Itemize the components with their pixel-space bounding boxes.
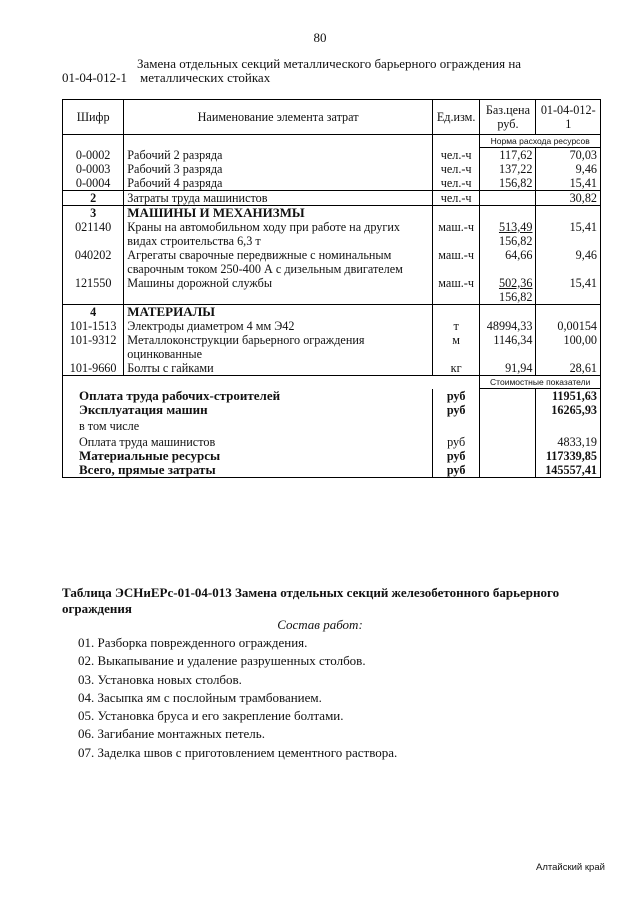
cost-name: Всего, прямые затраты xyxy=(63,463,433,478)
cost-label-row xyxy=(63,376,601,389)
row-price: 137,22 xyxy=(480,162,536,176)
row-code: 0-0002 xyxy=(63,148,124,163)
row-value: 30,82 xyxy=(536,191,601,206)
list-item: 01. Разборка поврежденного ограждения. xyxy=(78,635,308,650)
cost-row xyxy=(63,463,601,478)
table-row xyxy=(63,361,601,376)
row-price: 513,49 156,82 xyxy=(480,220,536,248)
row-unit: маш.-ч xyxy=(432,248,480,276)
row-code: 101-1513 xyxy=(63,319,124,333)
table-row xyxy=(63,191,601,206)
row-value: 0,00154 xyxy=(536,319,601,333)
row-value: 70,03 xyxy=(536,148,601,163)
header-norm-code: 01-04-012-1 xyxy=(536,100,601,135)
table-row xyxy=(63,276,601,305)
row-unit: чел.-ч xyxy=(432,162,480,176)
norm-label: Норма расхода ресурсов xyxy=(480,135,601,148)
list-item: 02. Выкапывание и удаление разрушенных столбов. xyxy=(78,653,366,669)
row-unit: маш.-ч xyxy=(432,276,480,305)
cost-unit: руб xyxy=(432,389,480,404)
row-unit: чел.-ч xyxy=(432,148,480,163)
list-item: 06. Загибание монтажных петель. xyxy=(78,726,265,742)
norm-label-row xyxy=(63,135,601,148)
cost-unit: руб xyxy=(432,435,480,449)
cost-name: Оплата труда машинистов xyxy=(63,435,433,449)
row-name: Болты с гайками xyxy=(124,361,433,376)
table-row xyxy=(63,148,601,163)
table-row xyxy=(63,319,601,333)
row-name: Машины дорожной службы xyxy=(124,276,433,305)
cost-value: 117339,85 xyxy=(536,449,601,463)
works-list xyxy=(78,634,397,762)
row-code: 101-9660 xyxy=(63,361,124,376)
row-name: Электроды диаметром 4 мм Э42 xyxy=(124,319,433,333)
cost-row xyxy=(63,417,601,435)
table-header-row xyxy=(63,100,601,135)
list-item: 07. Заделка швов с приготовлением цементного раствора. xyxy=(78,744,398,760)
row-code: 021140 xyxy=(63,220,124,248)
table-caption-line2: металлических стойках xyxy=(140,70,271,85)
row-value: 15,41 xyxy=(536,176,601,191)
row-price: 1146,34 xyxy=(480,333,536,361)
row-unit: маш.-ч xyxy=(432,220,480,248)
row-name: Агрегаты сварочные передвижные с номинальным сварочным током 250-400 А с дизельным двигателем xyxy=(124,248,433,276)
section-row xyxy=(63,305,601,320)
cost-value: 145557,41 xyxy=(536,463,601,478)
cost-row xyxy=(63,403,601,417)
row-code: 0-0004 xyxy=(63,176,124,191)
cost-name: Материальные ресурсы xyxy=(63,449,433,463)
cost-row xyxy=(63,449,601,463)
works-label: Состав работ: xyxy=(277,617,363,632)
row-name: Краны на автомобильном ходу при работе на других видах строительства 6,3 т xyxy=(124,220,433,248)
section-title: МАШИНЫ И МЕХАНИЗМЫ xyxy=(124,206,433,221)
table-caption-code: 01-04-012-1 xyxy=(62,70,127,85)
row-name: Рабочий 2 разряда xyxy=(124,148,433,163)
row-price: 117,62 xyxy=(480,148,536,163)
header-unit: Ед.изм. xyxy=(432,100,480,135)
table-row xyxy=(63,220,601,248)
list-item: 04. Засыпка ям с послойным трамбованием. xyxy=(78,689,322,705)
list-item: 05. Установка бруса и его закрепление болтами. xyxy=(78,708,344,724)
cost-name: Оплата труда рабочих-строителей xyxy=(63,389,433,404)
row-code: 121550 xyxy=(63,276,124,305)
row-name: Рабочий 4 разряда xyxy=(124,176,433,191)
row-unit: т xyxy=(432,319,480,333)
header-price: Баз.цена руб. xyxy=(480,100,536,135)
cost-name: Эксплуатация машин xyxy=(63,403,433,417)
cost-label: Стоимостные показатели xyxy=(480,376,601,389)
row-price: 48994,33 xyxy=(480,319,536,333)
cost-subheading: в том числе xyxy=(63,417,433,435)
section-code: 3 xyxy=(63,206,124,221)
region-footer: Алтайский край xyxy=(536,862,605,873)
row-code: 040202 xyxy=(63,248,124,276)
table2-title: Таблица ЭСНиЕРс-01-04-013 Замена отдельных секций железобетонного барьерного ограждения xyxy=(62,585,560,616)
cost-value: 11951,63 xyxy=(536,389,601,404)
row-unit: чел.-ч xyxy=(432,176,480,191)
row-code: 0-0003 xyxy=(63,162,124,176)
cost-unit: руб xyxy=(432,449,480,463)
table-row xyxy=(63,176,601,191)
section-title: МАТЕРИАЛЫ xyxy=(124,305,433,320)
header-name: Наименование элемента затрат xyxy=(124,100,433,135)
header-code: Шифр xyxy=(63,100,124,135)
section-code: 4 xyxy=(63,305,124,320)
cost-unit: руб xyxy=(432,403,480,417)
row-code: 101-9312 xyxy=(63,333,124,361)
table-row xyxy=(63,333,601,361)
row-value: 15,41 xyxy=(536,220,601,248)
row-unit: чел.-ч xyxy=(432,191,480,206)
cost-value: 4833,19 xyxy=(536,435,601,449)
cost-unit: руб xyxy=(432,463,480,478)
row-price: 91,94 xyxy=(480,361,536,376)
cost-row xyxy=(63,389,601,404)
row-code: 2 xyxy=(63,191,124,206)
row-name: Затраты труда машинистов xyxy=(124,191,433,206)
row-unit: кг xyxy=(432,361,480,376)
row-value: 28,61 xyxy=(536,361,601,376)
row-value: 15,41 xyxy=(536,276,601,305)
table-row xyxy=(63,248,601,276)
section-row xyxy=(63,206,601,221)
row-price: 502,36 156,82 xyxy=(480,276,536,305)
row-price: 156,82 xyxy=(480,176,536,191)
row-unit: м xyxy=(432,333,480,361)
row-value: 9,46 xyxy=(536,162,601,176)
resource-table xyxy=(62,99,601,478)
cost-row xyxy=(63,435,601,449)
row-value: 9,46 xyxy=(536,248,601,276)
row-value: 100,00 xyxy=(536,333,601,361)
table-caption-line1: Замена отдельных секций металлического барьерного ограждения на xyxy=(137,56,522,71)
row-name: Металлоконструкции барьерного ограждения оцинкованные xyxy=(124,333,433,361)
row-name: Рабочий 3 разряда xyxy=(124,162,433,176)
list-item: 03. Установка новых столбов. xyxy=(78,671,242,687)
row-price: 64,66 xyxy=(480,248,536,276)
cost-value: 16265,93 xyxy=(536,403,601,417)
table-row xyxy=(63,162,601,176)
page-number: 80 xyxy=(313,30,327,45)
